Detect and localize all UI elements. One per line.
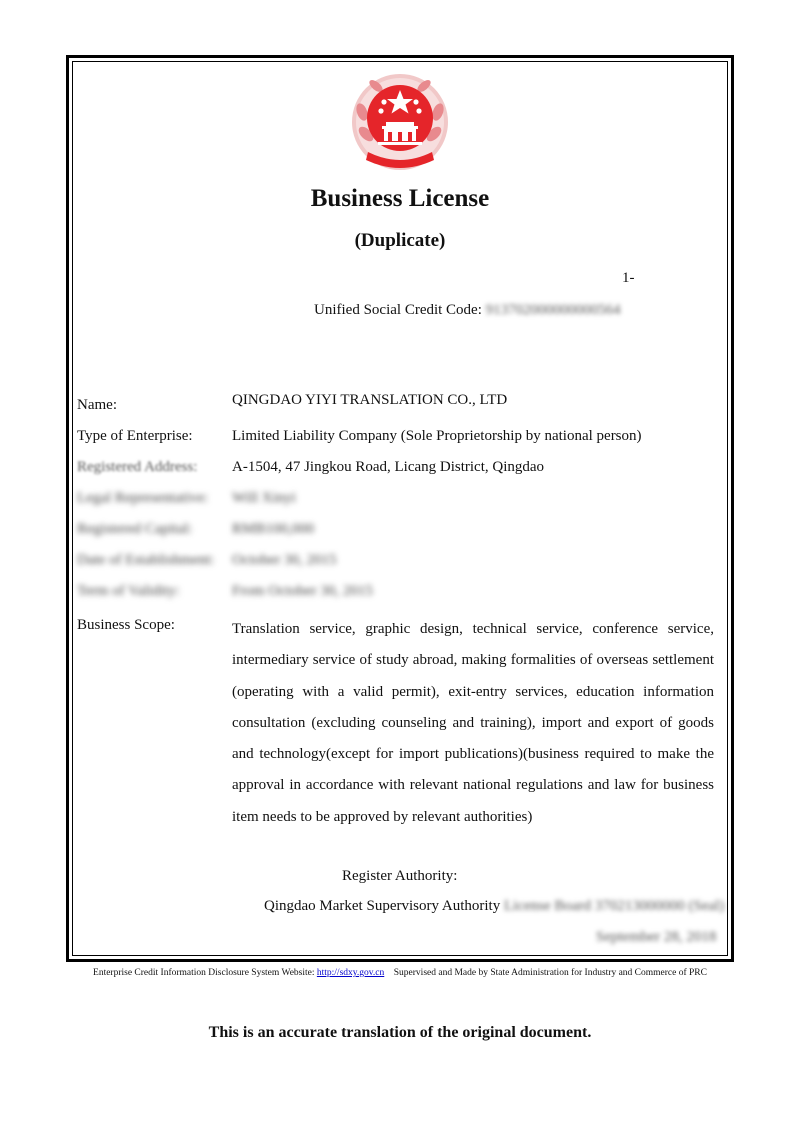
certification-statement: This is an accurate translation of the original document. [208,1024,592,1041]
page-number: 1- [622,270,635,286]
address-label: Registered Address: [77,459,198,475]
footer-prefix: Enterprise Credit Information Disclosure System Website: [93,968,315,978]
type-label: Type of Enterprise: [77,428,193,444]
type-value: Limited Liability Company (Sole Proprietorship by national person) [232,428,642,444]
authority-seal: License Board 370213000000 (Seal) [503,898,725,914]
credit-code-row [314,302,621,319]
legal-rep-label: Legal Representative: [77,490,209,506]
credit-code-value: 913702000000000564 [485,302,621,318]
established-value: October 30, 2015 [232,552,337,568]
document-title: Business License [310,185,490,212]
authority-name: Qingdao Market Supervisory Authority [264,898,501,914]
issue-date: September 28, 2018 [596,929,717,945]
term-label: Term of Validity: [77,583,180,599]
authority-label: Register Authority: [342,868,458,884]
term-value: From October 30, 2015 [232,583,373,599]
footer-suffix: Supervised and Made by State Administration for Industry and Commerce of PRC [393,968,707,978]
name-value: QINGDAO YIYI TRANSLATION CO., LTD [232,392,508,408]
capital-label: Registered Capital: [77,521,193,537]
authority-row [264,898,724,915]
established-label: Date of Establishment: [77,552,215,568]
scope-value: Translation service, graphic design, technical service, conference service, intermediary service of study abroad, making formalities of overseas settlement (operating with a valid permit), exit-entry services, education information consultation (excluding counseling and training), import and export of goods and technology(except for import publications)(business required to make the approval in accordance with relevant national regulations and law for business item needs to be approved by relevant authorities) [232,621,714,825]
footer-note [0,968,800,978]
credit-code-label: Unified Social Credit Code: [314,302,482,318]
scope-label: Business Scope: [77,617,175,633]
legal-rep-value: Will Xinyi [232,490,296,506]
document-subtitle: (Duplicate) [354,230,446,251]
name-label: Name: [77,397,117,413]
capital-value: RMB100,000 [232,521,315,537]
address-value: A-1504, 47 Jingkou Road, Licang District, Qingdao [232,459,545,475]
footer-link[interactable]: http://sdxy.gov.cn [316,968,385,978]
national-emblem-icon [348,72,452,176]
